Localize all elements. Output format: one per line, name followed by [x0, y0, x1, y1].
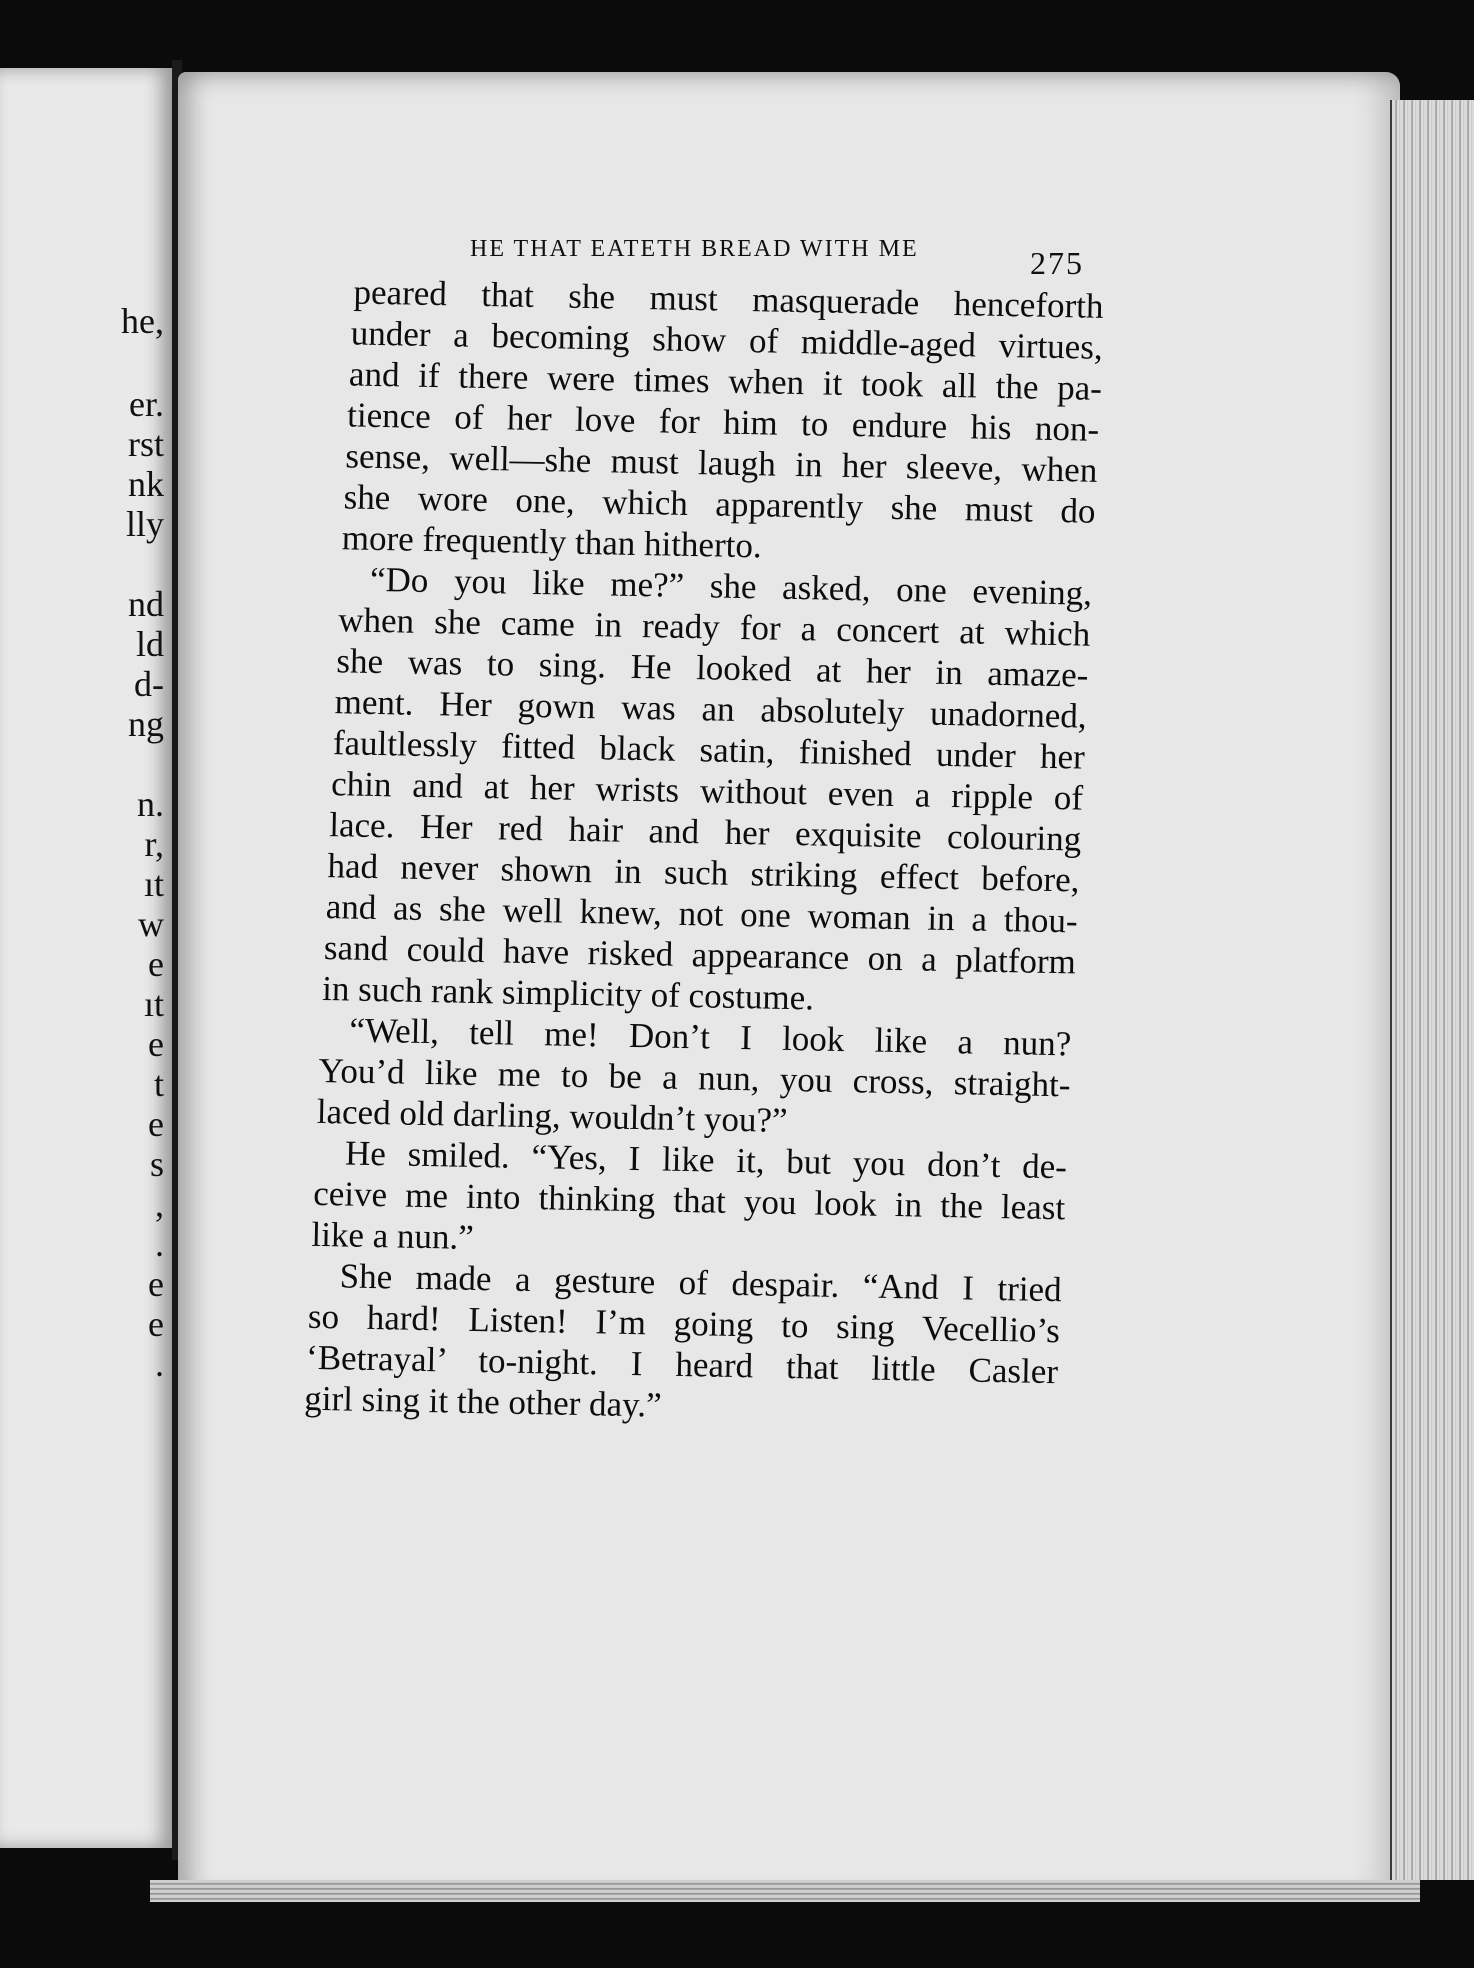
text-line: more frequently than hitherto. [341, 518, 763, 566]
text-line: and if there were times when it took all the pa- [348, 354, 1103, 408]
page-number: 275 [1030, 245, 1084, 281]
text-line: He smiled. “Yes, I like it, but you don’t de- [344, 1133, 1068, 1187]
text-line: under a becoming show of middle-aged virtues, [350, 313, 1104, 367]
text-line: in such rank simplicity of costume. [321, 968, 815, 1018]
text-line: chin and at her wrists without even a ripple of [330, 764, 1084, 818]
text-line: She made a gesture of despair. “And I tried [339, 1256, 1062, 1310]
text-line: lace. Her red hair and her exquisite colouring [328, 805, 1082, 859]
left-page-fragment: ıt [143, 984, 164, 1024]
text-line: peared that she must masquerade henceforth [353, 272, 1104, 326]
left-page-fragment: , [155, 1184, 164, 1224]
left-page-fragment: he, [121, 301, 164, 341]
left-page-fragment: e [148, 1104, 164, 1144]
left-page-fragment: ıt [143, 864, 164, 904]
left-page-fragment: er. [129, 384, 164, 424]
left-page-fragment: w [138, 904, 164, 944]
text-line: You’d like me to be a nun, you cross, straight- [318, 1050, 1071, 1105]
text-line: she wore one, which apparently she must do [343, 477, 1096, 531]
text-line: ‘Betrayal’ to-night. I heard that little Casler [305, 1337, 1059, 1392]
left-page-fragment: lly [125, 504, 164, 544]
running-head: HE THAT EATETH BREAD WITH ME [470, 236, 919, 262]
text-line: sand could have risked appearance on a platform [323, 928, 1077, 982]
left-page-fragment: rst [128, 424, 164, 464]
left-page-fragment: ld [135, 624, 164, 664]
left-page-fragment: n. [137, 784, 164, 824]
text-line: when she came in ready for a concert at which [337, 600, 1091, 654]
left-page-fragment: t [153, 1064, 164, 1104]
left-page-fragment: r, [144, 824, 164, 864]
left-page-fragment: e [148, 1024, 164, 1064]
left-page-fragment: e [148, 1304, 164, 1344]
left-page-fragment: nk [128, 464, 164, 504]
text-line: “Do you like me?” she asked, one evening, [369, 559, 1093, 613]
text-line: like a nun.” [311, 1214, 475, 1257]
text-line: had never shown in such striking effect before, [327, 846, 1080, 900]
text-line: “Well, tell me! Don’t I look like a nun? [349, 1010, 1072, 1064]
text-line: and as she well knew, not one woman in a thou- [325, 887, 1079, 941]
left-page-fragment: e [148, 944, 164, 984]
left-page-fragment: nd [128, 584, 164, 624]
text-line: sense, well—she must laugh in her sleeve, when [345, 436, 1098, 490]
left-page-fragment: e [148, 1264, 164, 1304]
text-line: so hard! Listen! I’m going to sing Vecellio’s [307, 1296, 1061, 1351]
text-line: she was to sing. He looked at her in amaze- [336, 641, 1089, 695]
left-page-fragment: . [155, 1224, 164, 1264]
left-page-fragment: ng [128, 704, 164, 744]
text-line: ment. Her gown was an absolutely unadorned, [334, 682, 1087, 736]
text-line: girl sing it the other day.” [303, 1378, 663, 1425]
text-line: tience of her love for him to endure his non- [346, 395, 1100, 449]
text-line: faultlessly fitted black satin, finished under her [332, 723, 1086, 777]
left-page-fragment: d- [134, 664, 164, 704]
text-line: ceive me into thinking that you look in the least [312, 1173, 1066, 1228]
text-line: laced old darling, wouldn’t you?” [316, 1091, 788, 1140]
left-page-fragment: . [155, 1344, 164, 1384]
left-page-fragment: s [149, 1144, 164, 1184]
